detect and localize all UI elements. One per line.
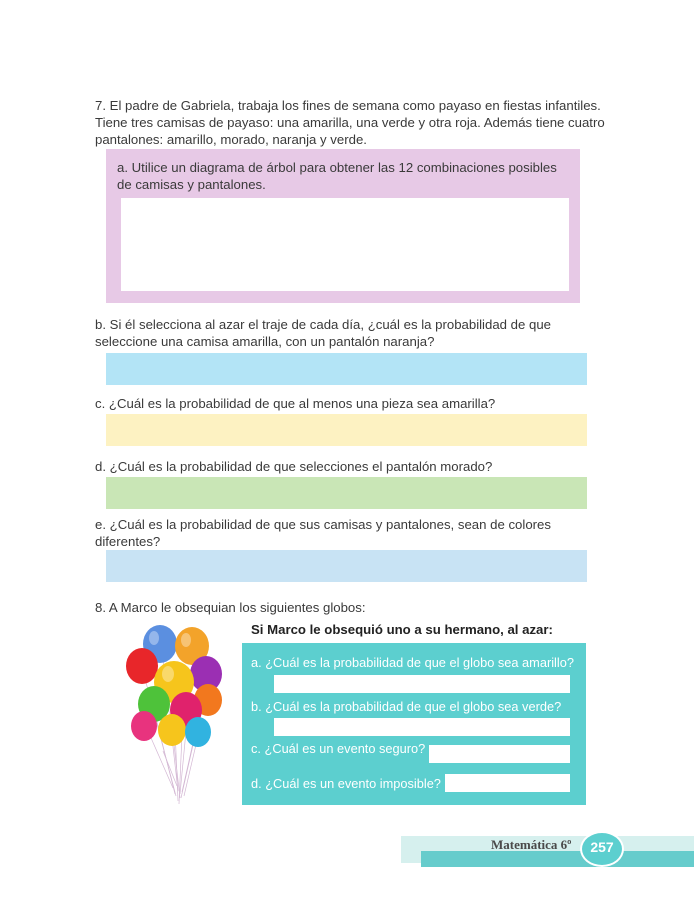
balloons-image	[118, 616, 238, 811]
balloon-red	[126, 648, 158, 684]
balloon-pink	[131, 711, 157, 741]
question-7-statement: 7. El padre de Gabriela, trabaja los fines de semana como payaso en fiestas infantiles. Tiene tres camisas de payaso: una amarilla, una verde y otra roja. Además tiene cuatro pantalones: amarillo, morado, naranja y verde.	[95, 98, 605, 147]
question-7e-text: e. ¿Cuál es la probabilidad de que sus camisas y pantalones, sean de colores diferentes?	[95, 517, 551, 549]
question-7a-text: a. Utilice un diagrama de árbol para obtener las 12 combinaciones posibles de camisas y pantalones.	[117, 160, 557, 192]
footer-strip	[421, 851, 694, 867]
footer-book-title: Matemática 6º	[491, 837, 572, 852]
answer-field-7b[interactable]	[106, 353, 587, 385]
balloon-yellow-2	[158, 714, 186, 746]
answer-field-7d[interactable]	[106, 477, 587, 509]
question-8d-text: d. ¿Cuál es un evento imposible?	[251, 776, 441, 791]
question-8-heading: Si Marco le obsequió uno a su hermano, al azar:	[251, 622, 553, 637]
question-7d-text: d. ¿Cuál es la probabilidad de que selecciones el pantalón morado?	[95, 459, 493, 474]
answer-field-7e[interactable]	[106, 550, 587, 582]
tree-diagram-answer-area[interactable]	[121, 198, 569, 291]
answer-field-8a[interactable]	[274, 675, 570, 693]
answer-field-7c[interactable]	[106, 414, 587, 446]
question-8b-text: b. ¿Cuál es la probabilidad de que el globo sea verde?	[251, 699, 562, 714]
question-8a-text: a. ¿Cuál es la probabilidad de que el globo sea amarillo?	[251, 655, 574, 670]
question-8-panel	[242, 643, 586, 805]
answer-field-8c[interactable]	[429, 745, 570, 763]
answer-field-8d[interactable]	[445, 774, 570, 792]
balloon-cyan	[185, 717, 211, 747]
question-8-statement: 8. A Marco le obsequian los siguientes globos:	[95, 600, 366, 615]
question-7c-text: c. ¿Cuál es la probabilidad de que al menos una pieza sea amarilla?	[95, 396, 496, 411]
question-8c-text: c. ¿Cuál es un evento seguro?	[251, 741, 426, 756]
question-7b-text: b. Si él selecciona al azar el traje de cada día, ¿cuál es la probabilidad de que seleccione una camisa amarilla, con un pantalón naranja?	[95, 317, 551, 349]
answer-field-8b[interactable]	[274, 718, 570, 736]
page-number: 257	[590, 839, 614, 855]
